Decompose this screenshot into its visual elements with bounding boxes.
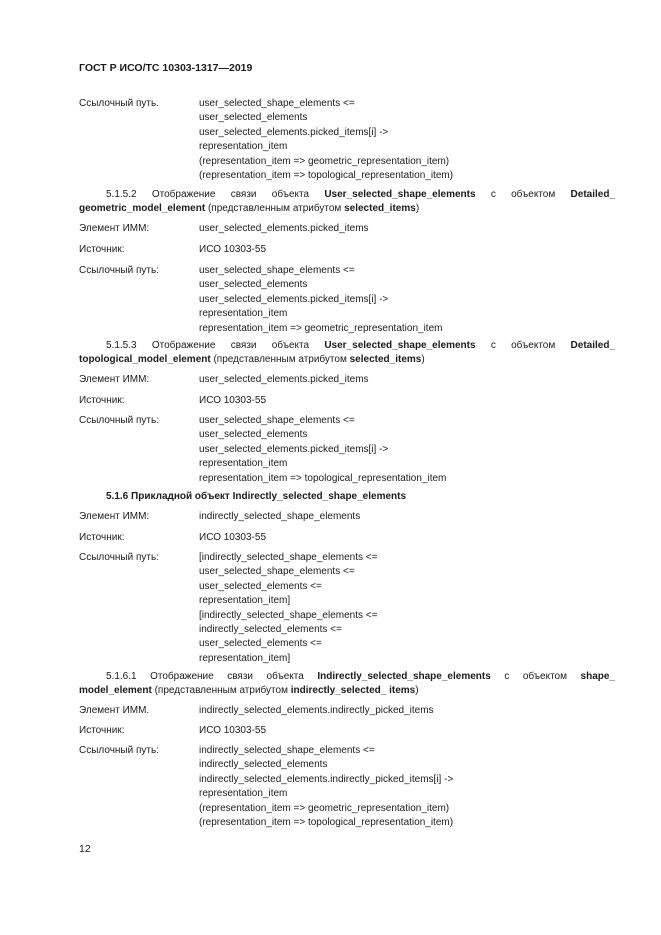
element-value: user_selected_elements.picked_items — [199, 223, 369, 234]
ref-path-lines — [199, 414, 446, 486]
element-value: indirectly_selected_shape_elements — [199, 511, 361, 522]
path-line: user_selected_elements <= — [199, 638, 322, 650]
para-line-1: 5.1.6.1 Отображение связи объекта Indirectly_selected_shape_elements с объектом shape_ — [106, 671, 615, 682]
path-line: (representation_item => geometric_representation_item) — [199, 802, 450, 814]
element-value: indirectly_selected_elements.indirectly_picked_items — [199, 705, 434, 716]
path-line: user_selected_shape_elements <= — [199, 566, 355, 578]
path-line: indirectly_selected_elements <= — [199, 623, 342, 635]
path-line: [indirectly_selected_shape_elements <= — [199, 609, 378, 621]
source-label: Источник: — [79, 244, 125, 255]
path-line: (representation_item => geometric_representation_item) — [199, 155, 450, 167]
path-line: representation_item] — [199, 652, 291, 664]
path-line: [indirectly_selected_shape_elements <= — [199, 552, 378, 563]
ref-path-label: Ссылочный путь: — [79, 745, 159, 756]
source-value: ИСО 10303-55 — [199, 244, 267, 255]
path-line: user_selected_elements.picked_items[i] -> — [199, 293, 389, 305]
element-label: Элемент ИММ: — [79, 511, 150, 522]
path-line: representation_item — [199, 141, 288, 153]
section-5152-paragraph — [79, 188, 615, 217]
para-line-2: topological_model_element (представленным атрибутом selected_items) — [79, 354, 425, 366]
source-label: Источник: — [79, 532, 125, 543]
element-value: user_selected_elements.picked_items — [199, 374, 369, 385]
path-line: representation_item — [199, 458, 288, 470]
section-5153-paragraph — [79, 339, 615, 368]
page-number: 12 — [79, 843, 91, 855]
ref-path-lines — [199, 97, 453, 183]
ref-path-label: Ссылочный путь: — [79, 415, 159, 426]
path-line: user_selected_shape_elements <= — [199, 98, 355, 109]
path-line: user_selected_elements — [199, 279, 308, 291]
path-line: representation_item] — [199, 595, 291, 607]
path-line: indirectly_selected_elements — [199, 759, 328, 771]
path-line: user_selected_elements — [199, 112, 308, 124]
source-label: Источник: — [79, 725, 125, 736]
para-line-2: model_element (представленным атрибутом indirectly_selected_ items) — [79, 685, 419, 697]
ref-path-label: Ссылочный путь. — [79, 98, 159, 109]
source-value: ИСО 10303-55 — [199, 532, 267, 543]
path-line: user_selected_elements.picked_items[i] -> — [199, 443, 389, 455]
path-line: user_selected_elements <= — [199, 580, 322, 592]
path-line: representation_item => topological_representation_item — [199, 472, 447, 484]
ref-path-lines — [199, 264, 442, 336]
path-line: representation_item — [199, 788, 288, 800]
source-label: Источник: — [79, 395, 125, 406]
source-value: ИСО 10303-55 — [199, 395, 267, 406]
path-line: representation_item => geometric_representation_item — [199, 322, 443, 334]
para-line-1: 5.1.5.3 Отображение связи объекта User_selected_shape_elements с объектом Detailed_ — [106, 340, 615, 351]
path-line: user_selected_elements — [199, 429, 308, 441]
path-line: (representation_item => topological_representation_item) — [199, 169, 454, 181]
ref-path-label: Ссылочный путь: — [79, 265, 159, 276]
para-line-2: geometric_model_element (представленным атрибутом selected_items) — [79, 203, 420, 215]
section-516-heading: 5.1.6 Прикладной объект Indirectly_selected_shape_elements — [106, 491, 407, 502]
path-line: user_selected_elements.picked_items[i] -> — [199, 126, 389, 138]
para-line-1: 5.1.5.2 Отображение связи объекта User_selected_shape_elements с объектом Detailed_ — [106, 189, 615, 200]
path-line: user_selected_shape_elements <= — [199, 265, 355, 276]
path-line: representation_item — [199, 308, 288, 320]
path-line: user_selected_shape_elements <= — [199, 415, 355, 426]
element-label: Элемент ИММ: — [79, 374, 150, 385]
path-line: indirectly_selected_elements.indirectly_picked_items[i] -> — [199, 773, 454, 785]
ref-path-label: Ссылочный путь: — [79, 552, 159, 563]
path-line: (representation_item => topological_representation_item) — [199, 816, 454, 828]
ref-path-lines — [199, 551, 377, 666]
element-label: Элемент ИММ: — [79, 223, 150, 234]
source-value: ИСО 10303-55 — [199, 725, 267, 736]
ref-path-lines — [199, 744, 453, 830]
section-5161-paragraph — [79, 670, 615, 699]
document-header: ГОСТ Р ИСО/ТС 10303-1317—2019 — [79, 62, 253, 74]
path-line: indirectly_selected_shape_elements <= — [199, 745, 375, 756]
element-label: Элемент ИММ. — [79, 705, 150, 716]
